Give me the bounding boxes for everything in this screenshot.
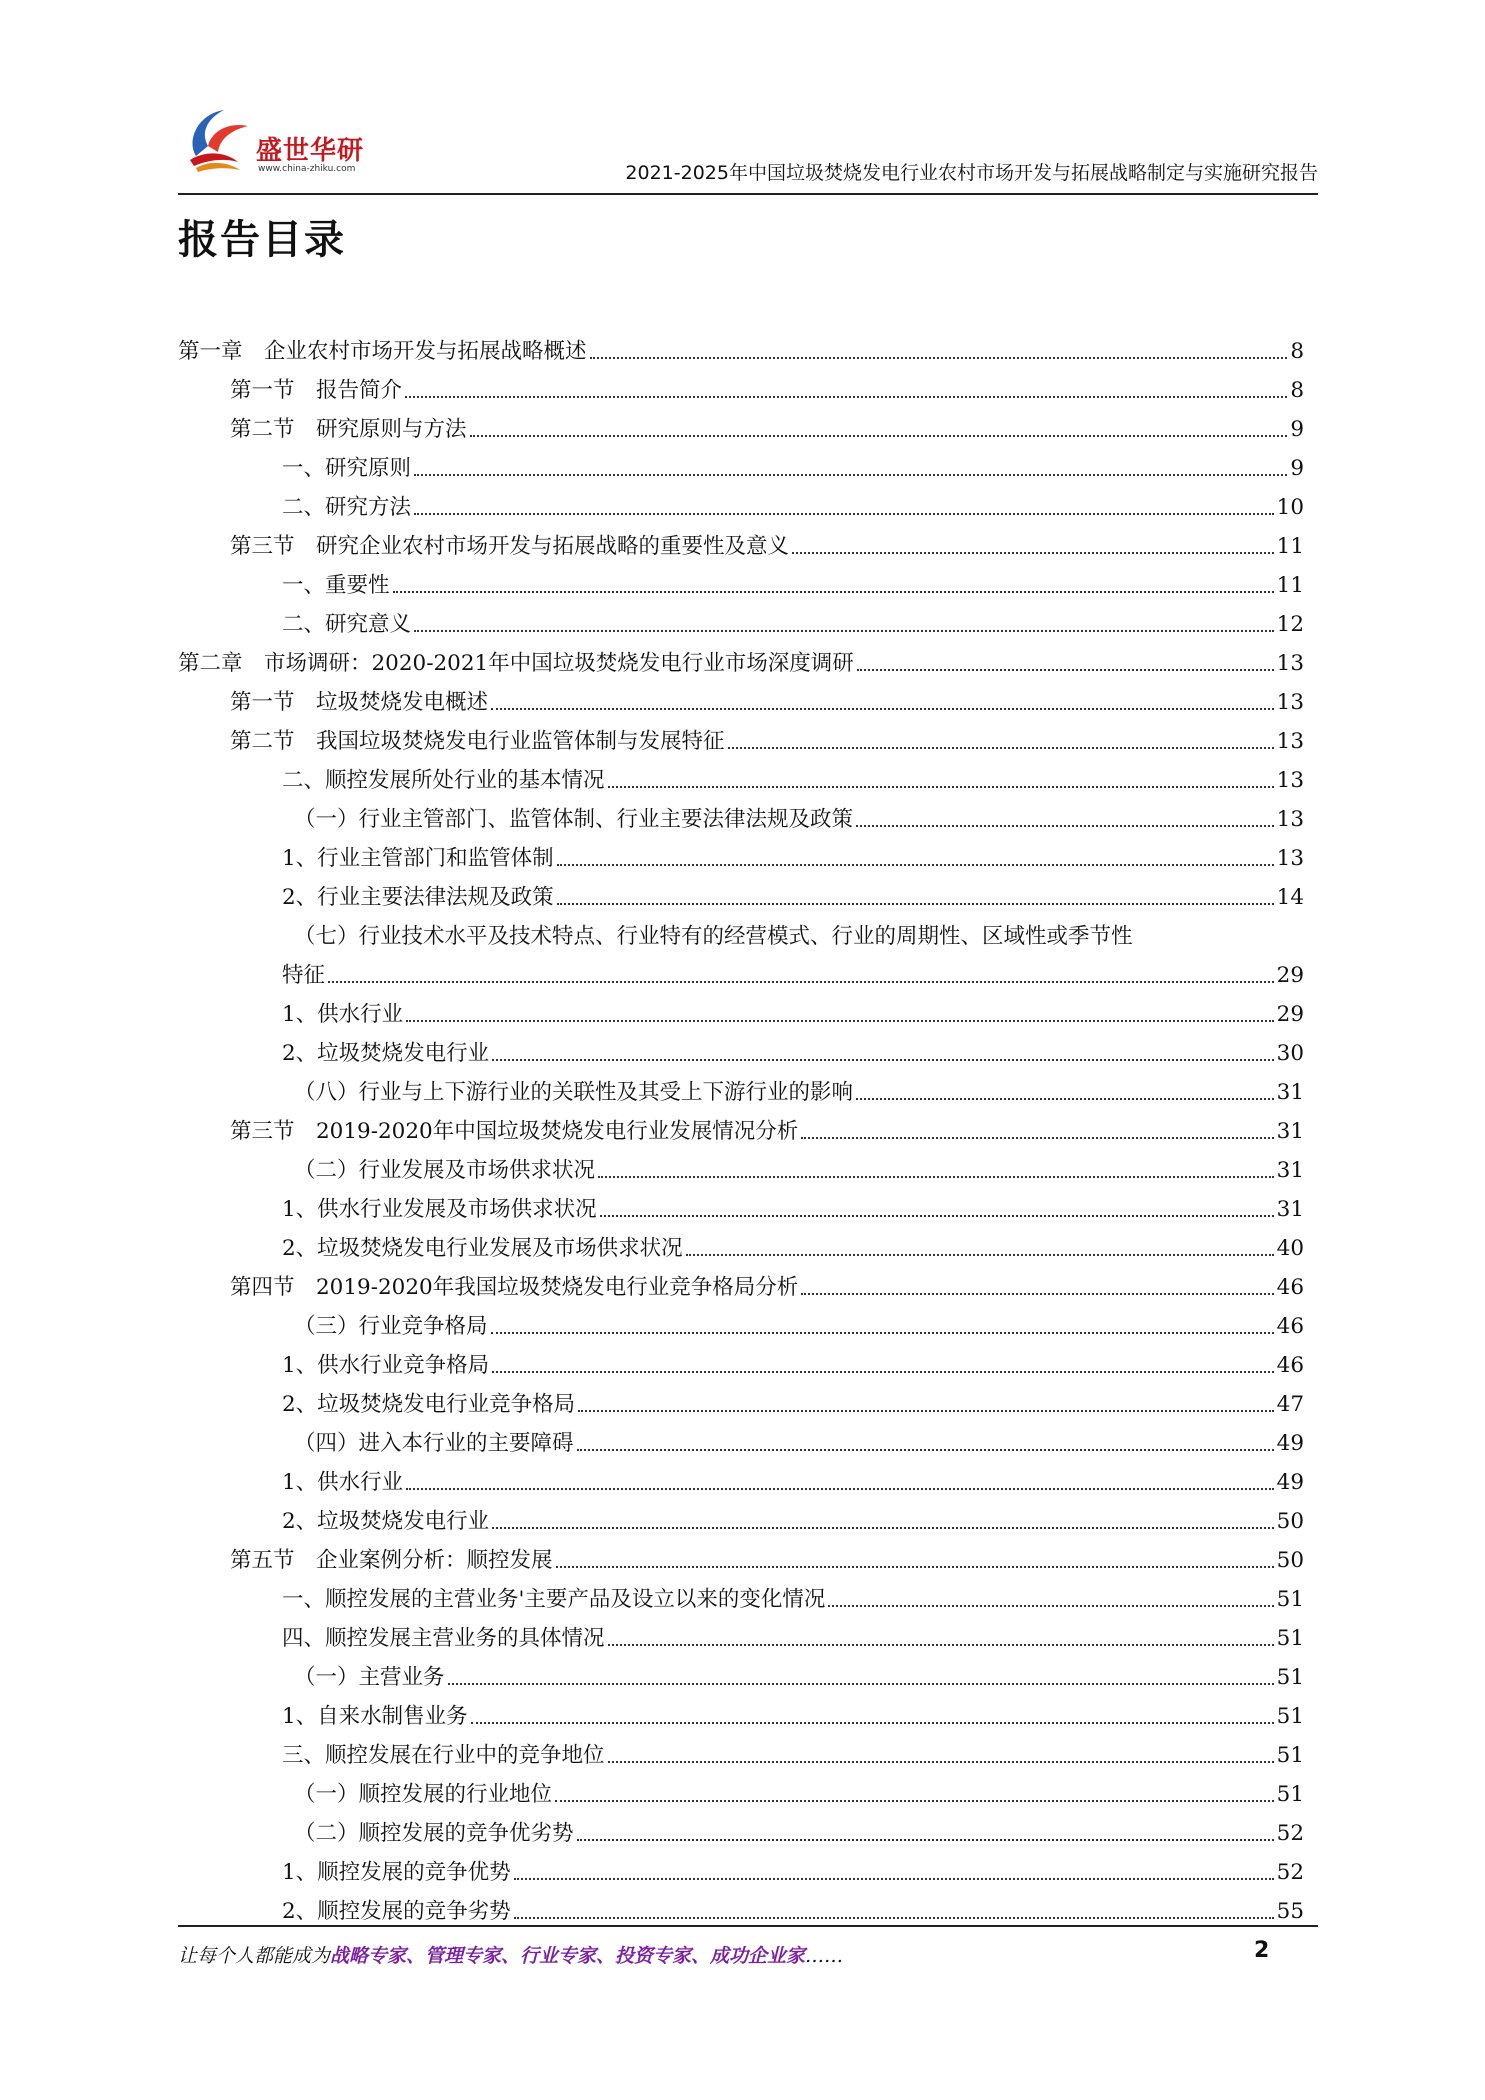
toc-leader-dots xyxy=(792,552,1274,554)
page-title: 报告目录 xyxy=(178,217,346,263)
toc-leader-dots xyxy=(414,630,1274,632)
logo-name: 盛世华研 xyxy=(256,136,365,166)
toc-entry-page: 13 xyxy=(1276,846,1304,871)
toc-entry[interactable] xyxy=(178,1067,1304,1106)
toc-leader-dots xyxy=(514,1917,1274,1919)
toc-entry-page: 52 xyxy=(1276,1821,1304,1846)
toc-entry-text: 一、重要性 xyxy=(282,573,390,598)
toc-entry-page: 51 xyxy=(1276,1743,1304,1768)
toc-entry[interactable] xyxy=(178,1808,1304,1847)
toc-entry-page: 50 xyxy=(1276,1509,1304,1534)
toc-entry-text: 第五节 企业案例分析：顺控发展 xyxy=(230,1548,553,1573)
toc-entry-text: 一、研究原则 xyxy=(282,456,412,481)
toc-entry[interactable] xyxy=(178,404,1304,443)
toc-entry[interactable] xyxy=(178,1730,1304,1769)
toc-leader-dots xyxy=(577,1449,1274,1451)
toc-entry[interactable] xyxy=(178,1028,1304,1067)
toc-entry-text: 1、供水行业竞争格局 xyxy=(282,1353,490,1378)
footer-slogan-prefix: 让每个人都能成为 xyxy=(178,1945,331,1967)
toc-entry[interactable] xyxy=(178,950,1304,989)
toc-entry-text: 四、顺控发展主营业务的具体情况 xyxy=(282,1626,605,1651)
toc-leader-dots xyxy=(470,435,1288,437)
toc-entry-page: 49 xyxy=(1276,1431,1304,1456)
toc-leader-dots xyxy=(556,1566,1274,1568)
toc-entry-text: （一）主营业务 xyxy=(294,1665,445,1690)
toc-entry-text: 第二节 研究原则与方法 xyxy=(230,417,467,442)
toc-entry-page: 51 xyxy=(1276,1704,1304,1729)
toc-entry-page: 12 xyxy=(1276,612,1304,637)
toc-entry[interactable] xyxy=(178,677,1304,716)
toc-leader-dots xyxy=(406,1488,1273,1490)
toc-entry[interactable] xyxy=(178,326,1304,365)
toc-entry-page: 14 xyxy=(1276,885,1304,910)
toc-entry-text: 二、顺控发展所处行业的基本情况 xyxy=(282,768,605,793)
toc-entry-text: （二）行业发展及市场供求状况 xyxy=(294,1158,596,1183)
toc-entry-page: 31 xyxy=(1276,1119,1304,1144)
table-of-contents xyxy=(178,326,1304,1925)
toc-leader-dots xyxy=(414,474,1287,476)
toc-leader-dots xyxy=(405,396,1287,398)
toc-entry-page: 46 xyxy=(1276,1314,1304,1339)
toc-entry-page: 13 xyxy=(1276,807,1304,832)
toc-entry-text: 2、顺控发展的竞争劣势 xyxy=(282,1899,511,1924)
footer-slogan-highlight: 战略专家、管理专家、行业专家、投资专家、成功企业家 xyxy=(330,1945,806,1967)
toc-entry[interactable] xyxy=(178,1613,1304,1652)
toc-entry[interactable] xyxy=(178,1106,1304,1145)
toc-entry-page: 10 xyxy=(1276,495,1304,520)
toc-entry-text: 三、顺控发展在行业中的竞争地位 xyxy=(282,1743,605,1768)
toc-entry-page: 13 xyxy=(1276,768,1304,793)
footer-slogan-suffix: …… xyxy=(805,1945,844,1967)
toc-entry-page: 51 xyxy=(1276,1665,1304,1690)
toc-leader-dots xyxy=(393,591,1274,593)
toc-entry-page: 31 xyxy=(1276,1080,1304,1105)
toc-entry-text: （三）行业竞争格局 xyxy=(294,1314,488,1339)
toc-entry-text: 1、供水行业 xyxy=(282,1470,404,1495)
toc-entry-page: 55 xyxy=(1276,1899,1304,1924)
toc-entry-text: 第一节 报告简介 xyxy=(230,378,403,403)
toc-entry-page: 51 xyxy=(1276,1587,1304,1612)
toc-leader-dots xyxy=(492,1527,1273,1529)
toc-entry-text: 第一章 企业农村市场开发与拓展战略概述 xyxy=(178,339,587,364)
toc-leader-dots xyxy=(557,864,1274,866)
toc-entry-text: 二、研究方法 xyxy=(282,495,412,520)
toc-leader-dots xyxy=(492,1371,1273,1373)
toc-entry[interactable] xyxy=(178,1418,1304,1457)
toc-entry-page: 13 xyxy=(1276,729,1304,754)
toc-entry[interactable] xyxy=(178,716,1304,755)
toc-leader-dots xyxy=(728,747,1274,749)
toc-entry-page: 8 xyxy=(1290,339,1304,364)
toc-entry-page: 13 xyxy=(1276,690,1304,715)
toc-entry[interactable] xyxy=(178,872,1304,911)
toc-entry-text: 第二节 我国垃圾焚烧发电行业监管体制与发展特征 xyxy=(230,729,725,754)
toc-entry-page: 47 xyxy=(1276,1392,1304,1417)
toc-leader-dots xyxy=(608,786,1274,788)
toc-entry-text: 2、行业主要法律法规及政策 xyxy=(282,885,554,910)
toc-leader-dots xyxy=(801,1137,1273,1139)
page-header xyxy=(178,100,1318,192)
toc-entry[interactable] xyxy=(178,1184,1304,1223)
toc-leader-dots xyxy=(856,825,1274,827)
toc-entry-page: 51 xyxy=(1276,1782,1304,1807)
toc-entry[interactable] xyxy=(178,833,1304,872)
toc-entry-text: 2、垃圾焚烧发电行业竞争格局 xyxy=(282,1392,576,1417)
toc-entry-page: 9 xyxy=(1290,417,1304,442)
toc-entry-page: 11 xyxy=(1276,573,1304,598)
toc-leader-dots xyxy=(578,1410,1273,1412)
toc-entry[interactable] xyxy=(178,1301,1304,1340)
toc-entry-page: 46 xyxy=(1276,1275,1304,1300)
toc-entry-text: （八）行业与上下游行业的关联性及其受上下游行业的影响 xyxy=(294,1080,854,1105)
toc-leader-dots xyxy=(856,1098,1274,1100)
toc-entry-text: 第三节 2019-2020年中国垃圾焚烧发电行业发展情况分析 xyxy=(230,1119,799,1144)
toc-entry-text: 第四节 2019-2020年我国垃圾焚烧发电行业竞争格局分析 xyxy=(230,1275,799,1300)
toc-entry-page: 9 xyxy=(1290,456,1304,481)
toc-entry[interactable] xyxy=(178,1769,1304,1808)
toc-leader-dots xyxy=(491,1332,1274,1334)
toc-entry[interactable] xyxy=(178,755,1304,794)
toc-entry-page: 13 xyxy=(1276,651,1304,676)
toc-entry-text: 1、供水行业发展及市场供求状况 xyxy=(282,1197,597,1222)
toc-entry[interactable] xyxy=(178,1145,1304,1184)
toc-entry-text: 第三节 研究企业农村市场开发与拓展战略的重要性及意义 xyxy=(230,534,790,559)
toc-leader-dots xyxy=(598,1176,1274,1178)
toc-entry[interactable] xyxy=(178,1340,1304,1379)
toc-entry-page: 11 xyxy=(1276,534,1304,559)
logo-url: www.china-zhiku.com xyxy=(258,164,356,174)
toc-leader-dots xyxy=(406,1020,1273,1022)
toc-leader-dots xyxy=(686,1254,1274,1256)
toc-leader-dots xyxy=(577,1839,1274,1841)
toc-leader-dots xyxy=(491,708,1274,710)
toc-leader-dots xyxy=(801,1293,1273,1295)
toc-entry-page: 49 xyxy=(1276,1470,1304,1495)
toc-leader-dots xyxy=(828,1605,1273,1607)
toc-leader-dots xyxy=(471,1722,1274,1724)
toc-entry[interactable] xyxy=(178,482,1304,521)
toc-entry[interactable] xyxy=(178,911,1304,950)
toc-entry[interactable] xyxy=(178,1496,1304,1535)
toc-entry-text: 2、垃圾焚烧发电行业发展及市场供求状况 xyxy=(282,1236,683,1261)
toc-entry-text: 第二章 市场调研：2020-2021年中国垃圾焚烧发电行业市场深度调研 xyxy=(178,651,854,676)
toc-entry[interactable] xyxy=(178,1652,1304,1691)
toc-leader-dots xyxy=(448,1683,1274,1685)
toc-entry[interactable] xyxy=(178,1535,1304,1574)
toc-entry-page: 29 xyxy=(1276,963,1304,988)
toc-entry[interactable] xyxy=(178,1262,1304,1301)
toc-entry-text: （一）行业主管部门、监管体制、行业主要法律法规及政策 xyxy=(294,807,854,832)
toc-entry-text: 2、垃圾焚烧发电行业 xyxy=(282,1509,490,1534)
toc-entry[interactable] xyxy=(178,1457,1304,1496)
toc-entry[interactable] xyxy=(178,365,1304,404)
toc-entry-page: 29 xyxy=(1276,1002,1304,1027)
toc-entry-text: 1、行业主管部门和监管体制 xyxy=(282,846,554,871)
toc-entry-page: 31 xyxy=(1276,1197,1304,1222)
toc-entry-text: 特征 xyxy=(282,963,326,988)
toc-leader-dots xyxy=(492,1059,1273,1061)
logo-emblem-icon xyxy=(178,100,258,180)
toc-entry-page: 8 xyxy=(1290,378,1304,403)
toc-entry[interactable] xyxy=(178,560,1304,599)
toc-leader-dots xyxy=(590,357,1288,359)
toc-entry-text: 2、垃圾焚烧发电行业 xyxy=(282,1041,490,1066)
company-logo xyxy=(178,100,408,180)
toc-entry[interactable] xyxy=(178,521,1304,560)
toc-entry[interactable] xyxy=(178,1691,1304,1730)
report-header-title: 2021-2025年中国垃圾焚烧发电行业农村市场开发与拓展战略制定与实施研究报告 xyxy=(625,162,1318,184)
footer-slogan xyxy=(178,1941,843,1968)
toc-entry[interactable] xyxy=(178,1574,1304,1613)
toc-entry-text: 二、研究意义 xyxy=(282,612,412,637)
toc-leader-dots xyxy=(414,513,1274,515)
toc-entry[interactable] xyxy=(178,1379,1304,1418)
page-number: 2 xyxy=(1254,1938,1270,1963)
toc-leader-dots xyxy=(514,1878,1274,1880)
toc-leader-dots xyxy=(555,1800,1274,1802)
toc-entry-text: 1、自来水制售业务 xyxy=(282,1704,468,1729)
toc-entry-page: 31 xyxy=(1276,1158,1304,1183)
toc-entry-text: 一、顺控发展的主营业务'主要产品及设立以来的变化情况 xyxy=(282,1587,826,1612)
toc-entry-text: 第一节 垃圾焚烧发电概述 xyxy=(230,690,489,715)
toc-entry-text: （二）顺控发展的竞争优劣势 xyxy=(294,1821,574,1846)
toc-entry-page: 51 xyxy=(1276,1626,1304,1651)
footer-divider xyxy=(178,1925,1318,1927)
toc-leader-dots xyxy=(600,1215,1274,1217)
toc-leader-dots xyxy=(328,981,1274,983)
toc-entry-text: 1、供水行业 xyxy=(282,1002,404,1027)
toc-leader-dots xyxy=(857,669,1274,671)
toc-entry-page: 46 xyxy=(1276,1353,1304,1378)
toc-entry-page: 40 xyxy=(1276,1236,1304,1261)
toc-entry[interactable] xyxy=(178,443,1304,482)
header-divider xyxy=(178,193,1318,195)
toc-entry-page: 30 xyxy=(1276,1041,1304,1066)
toc-entry-text: 1、顺控发展的竞争优势 xyxy=(282,1860,511,1885)
toc-entry[interactable] xyxy=(178,638,1304,677)
toc-entry[interactable] xyxy=(178,1886,1304,1925)
toc-entry[interactable] xyxy=(178,1223,1304,1262)
toc-leader-dots xyxy=(608,1761,1274,1763)
toc-entry[interactable] xyxy=(178,989,1304,1028)
toc-entry-page: 50 xyxy=(1276,1548,1304,1573)
toc-entry[interactable] xyxy=(178,599,1304,638)
toc-entry[interactable] xyxy=(178,1847,1304,1886)
toc-leader-dots xyxy=(608,1644,1274,1646)
toc-entry-text: （四）进入本行业的主要障碍 xyxy=(294,1431,574,1456)
toc-entry-page: 52 xyxy=(1276,1860,1304,1885)
toc-entry-text: （一）顺控发展的行业地位 xyxy=(294,1782,553,1807)
toc-entry-text: （七）行业技术水平及技术特点、行业特有的经营模式、行业的周期性、区域性或季节性 xyxy=(294,924,1133,949)
toc-leader-dots xyxy=(557,903,1274,905)
toc-entry[interactable] xyxy=(178,794,1304,833)
